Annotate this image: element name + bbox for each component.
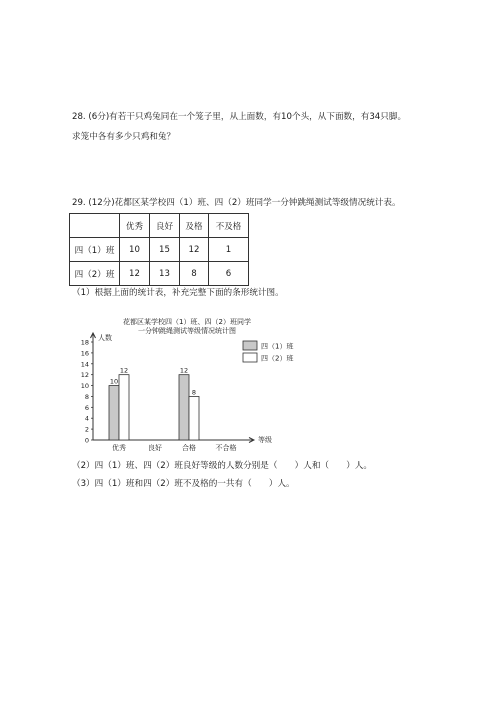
data-label: 10 xyxy=(109,377,119,386)
table-header-cell: 及格 xyxy=(180,214,209,238)
y-tick-label: 4 xyxy=(84,414,89,423)
bar xyxy=(179,375,189,440)
y-tick-label: 16 xyxy=(80,349,89,358)
x-tick-label: 不合格 xyxy=(215,444,237,452)
table-cell: 12 xyxy=(120,262,150,286)
y-tick-label: 8 xyxy=(84,392,89,401)
y-tick-label: 6 xyxy=(84,403,89,412)
table-header-cell: 不及格 xyxy=(209,214,249,238)
y-axis-label: 人数 xyxy=(98,334,112,342)
table-header-row xyxy=(70,214,249,238)
table-header-cell: 优秀 xyxy=(120,214,150,238)
legend-swatch xyxy=(243,341,257,350)
table-cell: 13 xyxy=(150,262,180,286)
table-row xyxy=(70,262,249,286)
y-tick-label: 18 xyxy=(80,338,89,347)
bar-chart xyxy=(75,314,295,462)
data-label: 12 xyxy=(179,366,189,375)
q29-sub3: （3）四（1）班和四（2）班不及格的一共有（ ）人。 xyxy=(72,479,295,489)
table-cell: 四（2）班 xyxy=(70,262,120,286)
y-tick-label: 14 xyxy=(80,360,89,369)
y-tick-label: 0 xyxy=(84,436,89,445)
data-label: 8 xyxy=(191,388,197,397)
table-row xyxy=(70,238,249,262)
table-cell: 8 xyxy=(180,262,209,286)
y-tick-label: 2 xyxy=(84,425,89,434)
bar xyxy=(189,396,199,440)
q29-intro: 29. (12分)花都区某学校四（1）班、四（2）班同学一分钟跳绳测试等级情况统计表。 xyxy=(72,198,401,208)
q29-sub2: （2）四（1）班、四（2）班良好等级的人数分别是（ ）人和（ ）人。 xyxy=(72,461,372,471)
x-tick-label: 良好 xyxy=(148,444,162,452)
table-cell: 15 xyxy=(150,238,180,262)
chart-subtitle: 一分钟跳绳测试等级情况统计图 xyxy=(138,327,236,335)
q28-line1: 28. (6分)有若干只鸡兔同在一个笼子里，从上面数，有10个头，从下面数，有34只脚。 xyxy=(72,112,407,122)
y-tick-label: 10 xyxy=(80,382,89,391)
table-header-cell xyxy=(70,214,120,238)
q29-sub1: （1）根据上面的统计表，补充完整下面的条形统计图。 xyxy=(72,288,284,298)
score-table xyxy=(69,213,249,286)
bar xyxy=(119,375,129,440)
x-tick-label: 优秀 xyxy=(112,444,126,452)
legend-label: 四（2）班 xyxy=(261,354,294,363)
data-label: 12 xyxy=(119,366,129,375)
q28-line2: 求笼中各有多少只鸡和兔？ xyxy=(72,132,176,142)
table-cell: 12 xyxy=(180,238,209,262)
bar xyxy=(109,386,119,440)
table-header-cell: 良好 xyxy=(150,214,180,238)
table-cell: 10 xyxy=(120,238,150,262)
legend-label: 四（1）班 xyxy=(261,342,294,351)
table-cell: 1 xyxy=(209,238,249,262)
legend-swatch xyxy=(243,353,257,362)
x-tick-label: 合格 xyxy=(182,444,196,452)
table-cell: 四（1）班 xyxy=(70,238,120,262)
table-cell: 6 xyxy=(209,262,249,286)
x-axis-label: 等级 xyxy=(258,436,272,444)
chart-title: 花都区某学校四（1）班、四（2）班同学 xyxy=(123,318,251,326)
y-tick-label: 12 xyxy=(80,371,89,380)
